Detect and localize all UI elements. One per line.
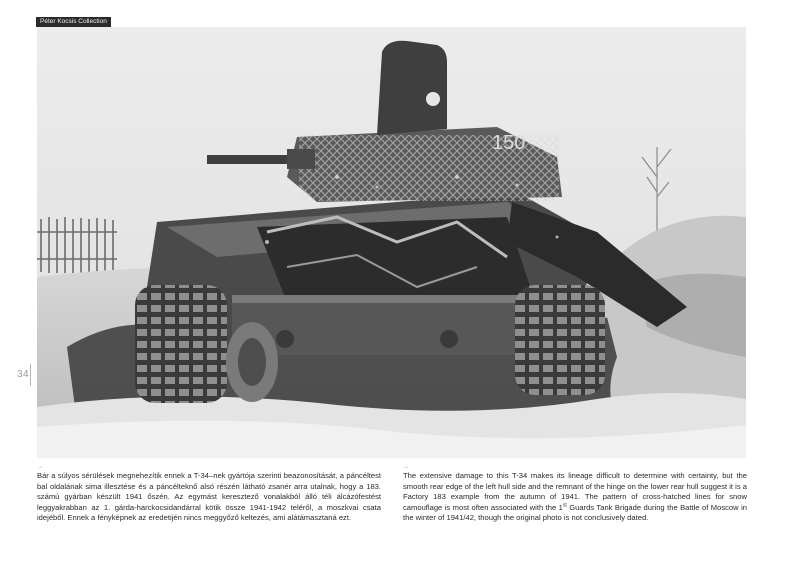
turret-number: 150: [492, 132, 526, 154]
caption-marker: →: [403, 464, 409, 470]
page-number: 34: [17, 369, 30, 380]
caption-english-text-part2: Guards Tank Brigade during the Battle of Moscow in the winter of 1941/42, though the original photo is not conclusively dated.: [403, 502, 747, 523]
caption-hungarian-text: Bár a súlyos sérülések megnehezítik ennek a T-34–nek gyártója szerinti beazonosítását, a páncéltest bal oldalának sima illesztése és a páncélteknő alsó részén látható zsanér arra utalnak, hogy a 183. számú gyárban készült 1941 őszén. Az egymást keresztező vonalakból álló téli álcázófestést leggyakrabban az 1. gárda-harckocsidandárral kötik össze 1941-1942 teléről, a moszkvai csata idejéből. Ennek a fényképnek az eredetijén nincs meggyőző keltezés, ami alátámasztaná ezt.: [37, 471, 381, 523]
caption-english: [403, 464, 747, 524]
page-number-divider: [30, 364, 31, 386]
tank-photo-illustration: [37, 27, 746, 458]
tank-photo: [37, 27, 746, 458]
caption-hungarian: [37, 464, 381, 524]
caption-english-ordinal: st: [562, 502, 567, 509]
caption-english-text-part1: The extensive damage to this T-34 makes its lineage difficult to determine with certainty, but the smooth rear edge of the left hull side and the remnant of the hinge on the lower rear hull suggest it is a Factory 183 example from the autumn of 1941. The pattern of cross-hatched lines for snow camouflage is most often associated with the 1: [403, 471, 747, 512]
photo-credit: Péter Kocsis Collection: [36, 17, 111, 27]
caption-marker: →: [37, 464, 43, 470]
